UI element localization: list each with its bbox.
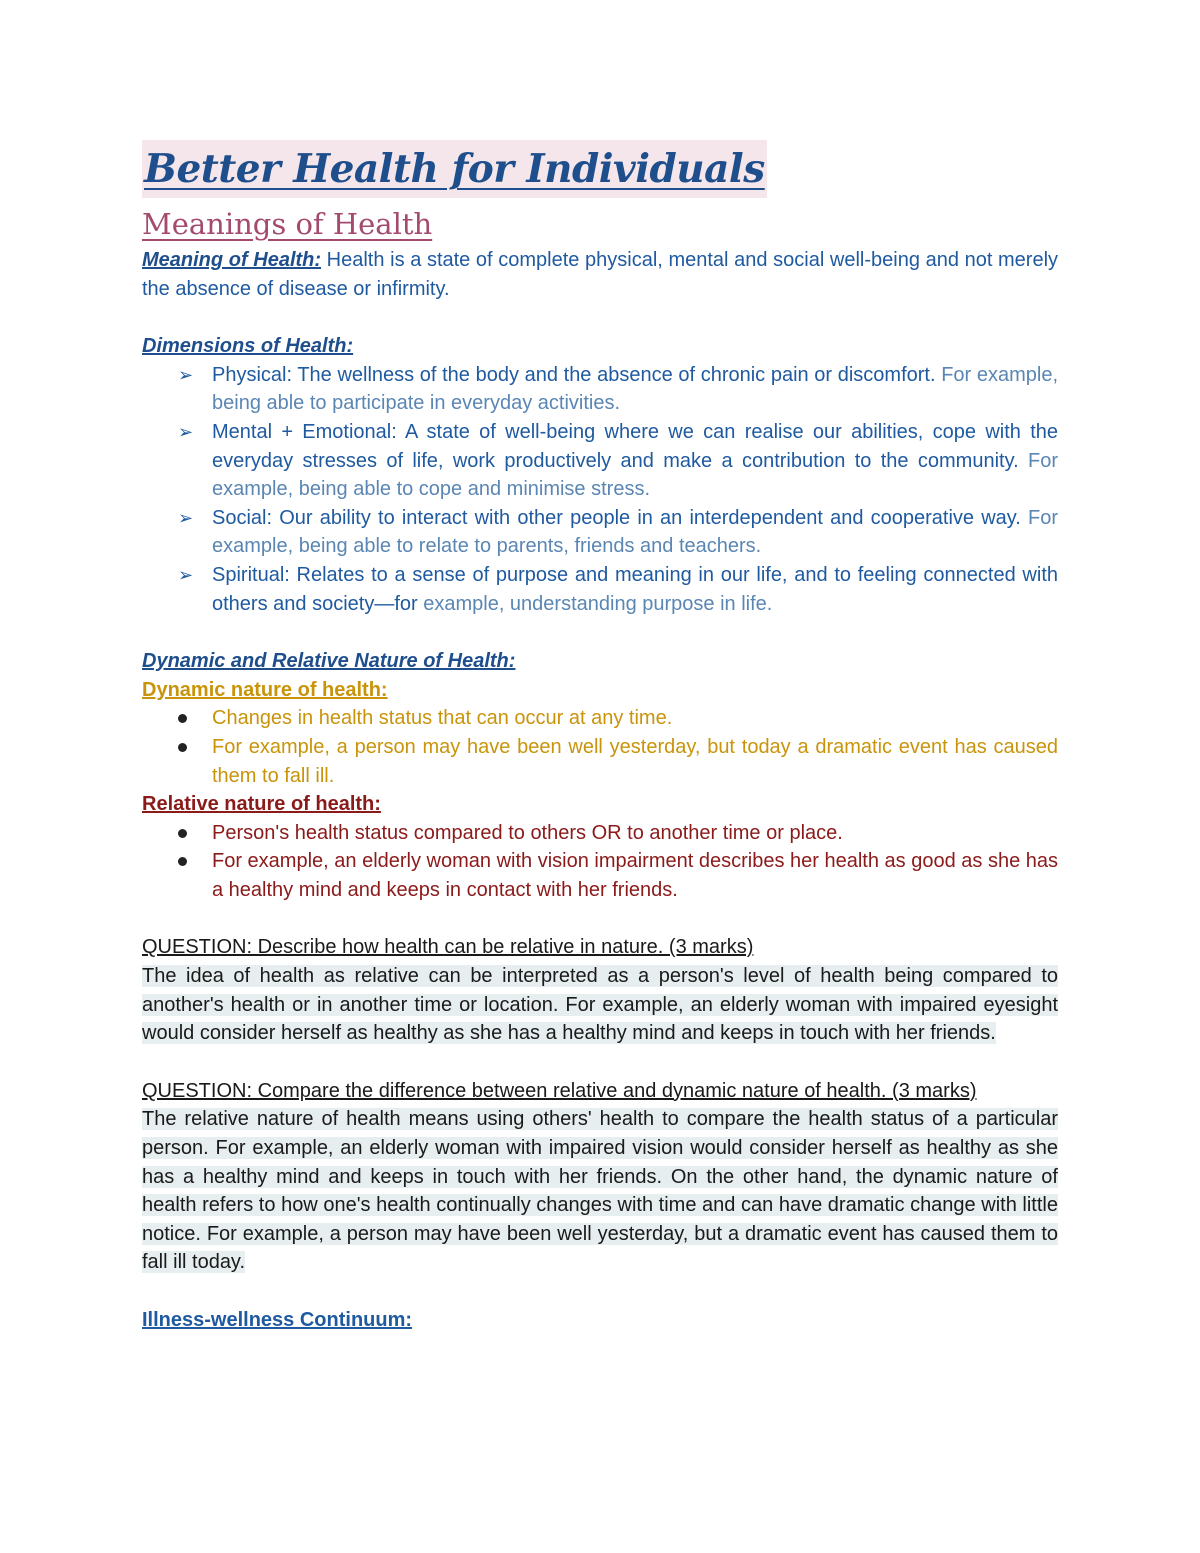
meaning-label: Meaning of Health: <box>142 249 322 271</box>
relative-list <box>142 819 1058 905</box>
arrow-bullet-icon: ➢ <box>178 507 194 528</box>
question-1: QUESTION: Describe how health can be relative in nature. (3 marks) <box>142 936 754 959</box>
document-page <box>142 140 1058 1335</box>
relative-heading: Relative nature of health: <box>142 793 381 816</box>
section-subtitle: Meanings of Health <box>142 207 433 241</box>
dynamic-list <box>142 704 1058 790</box>
title-highlight <box>142 140 767 198</box>
list-item: Person's health status compared to others OR to another time or place. <box>142 819 1058 848</box>
bullet-icon <box>178 857 187 866</box>
meaning-text: Health is a state of complete physical, mental and social well-being and not merely the absence of disease or infirmity. <box>142 249 1059 300</box>
question-2: QUESTION: Compare the difference between relative and dynamic nature of health. (3 marks) <box>142 1079 977 1102</box>
list-item: ➢ Physical: The wellness of the body and the absence of chronic pain or discomfort. For example, being able to participate in everyday activities. <box>142 361 1058 418</box>
arrow-bullet-icon: ➢ <box>178 421 194 442</box>
continuum-heading: Illness-wellness Continuum: <box>142 1309 413 1331</box>
list-item: For example, a person may have been well yesterday, but today a dramatic event has caused them to fall ill. <box>142 733 1058 790</box>
meaning-paragraph <box>142 246 1058 303</box>
answer-1: The idea of health as relative can be interpreted as a person's level of health being compared to another's health or in another time or location. For example, an elderly woman with impaired eyesight would consider herself as healthy as she has a healthy mind and keeps in touch with her friends. <box>142 965 1058 1045</box>
list-item: Changes in health status that can occur at any time. <box>142 704 1058 733</box>
arrow-bullet-icon: ➢ <box>178 364 194 385</box>
list-item: ➢ Social: Our ability to interact with other people in an interdependent and cooperative way. For example, being able to relate to parents, friends and teachers. <box>142 504 1058 561</box>
dimensions-heading: Dimensions of Health: <box>142 335 354 358</box>
bullet-icon <box>178 829 187 838</box>
bullet-icon <box>178 714 187 723</box>
answer-2: The relative nature of health means using others' health to compare the health status of a particular person. For example, an elderly woman with impaired vision would consider herself as healthy as she has a healthy mind and keeps in touch with her friends. On the other hand, the dynamic nature of health refers to how one's health continually changes with time and can have dramatic change with little notice. For example, a person may have been well yesterday, but a dramatic event has caused them to fall ill today. <box>142 1108 1058 1274</box>
list-item: ➢ Mental + Emotional: A state of well-being where we can realise our abilities, cope with the everyday stresses of life, work productively and make a contribution to the community. For example, being able to cope and minimise stress. <box>142 418 1058 504</box>
list-item: ➢ Spiritual: Relates to a sense of purpose and meaning in our life, and to feeling connected with others and society—for example, understanding purpose in life. <box>142 561 1058 618</box>
dynamic-relative-heading: Dynamic and Relative Nature of Health: <box>142 650 516 673</box>
arrow-bullet-icon: ➢ <box>178 564 194 585</box>
dimensions-list <box>142 361 1058 618</box>
page-title: Better Health for Individuals <box>144 146 765 192</box>
dynamic-heading: Dynamic nature of health: <box>142 678 388 701</box>
bullet-icon <box>178 743 187 752</box>
list-item: For example, an elderly woman with vision impairment describes her health as good as she has a healthy mind and keeps in contact with her friends. <box>142 847 1058 904</box>
